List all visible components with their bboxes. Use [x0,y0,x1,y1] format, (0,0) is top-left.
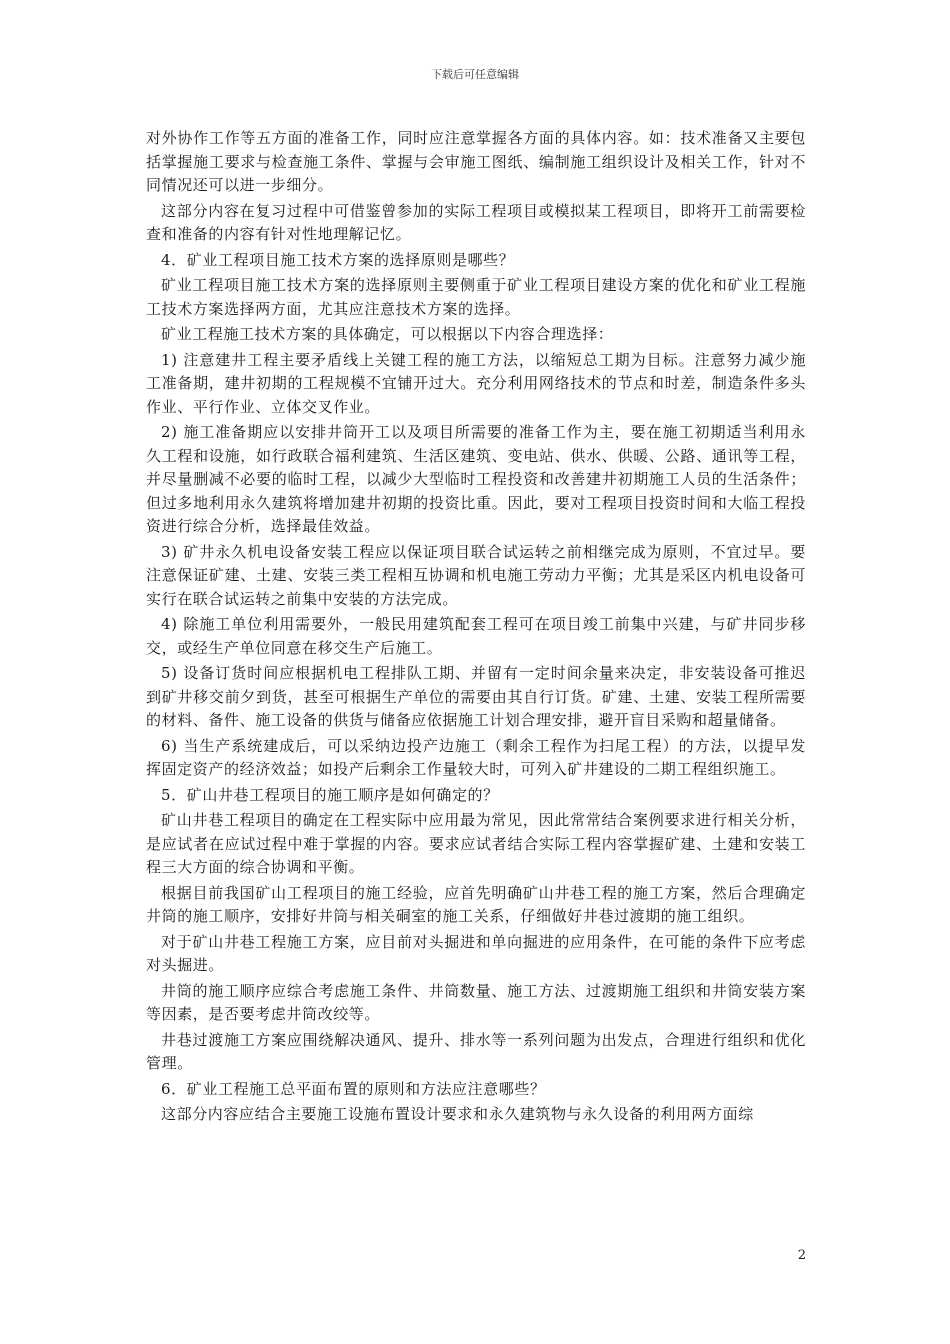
paragraph: 根据目前我国矿山工程项目的施工经验，应首先明确矿山井巷工程的施工方案，然后合理确定井筒的施工顺序，安排好井筒与相关硐室的施工关系，仔细做好井巷过渡期的施工组织。 [146,883,806,925]
paragraph: 矿山井巷工程项目的确定在工程实际中应用最为常见，因此常常结合案例要求进行相关分析，是应试者在应试过程中难于掌握的内容。要求应试者结合实际工程内容掌握矿建、土建和安装工程三大方面的综合协调和平衡。 [146,811,806,876]
list-item: 6) 当生产系统建成后，可以采纳边投产边施工（剩余工程作为扫尾工程）的方法，以提早发挥固定资产的经济效益；如投产后剩余工作量较大时，可列入矿井建设的二期工程组织施工。 [146,736,806,778]
document-body [146,127,806,1129]
list-item: 3) 矿井永久机电设备安装工程应以保证项目联合试运转之前相继完成为原则，不宜过早。要注意保证矿建、土建、安装三类工程相互协调和机电施工劳动力平衡；尤其是采区内机电设备可实行在联合试运转之前集中安装的方法完成。 [146,542,806,608]
list-item: 2) 施工准备期应以安排井筒开工以及项目所需要的准备工作为主，要在施工初期适当利用永久工程和设施，如行政联合福利建筑、生活区建筑、变电站、供水、供暖、公路、通讯等工程，并尽量删减不必要的临时工程，以减少大型临时工程投资和改善建井初期施工人员的生活条件；但过多地利用永久建筑将增加建井初期的投资比重。因此，要对工程项目投资时间和大临工程投资进行综合分析，选择最佳效益。 [146,423,806,535]
list-item: 1) 注意建井工程主要矛盾线上关键工程的施工方法，以缩短总工期为目标。注意努力减少施工准备期，建井初期的工程规模不宜铺开过大。充分利用网络技术的节点和时差，制造条件多头作业、平行作业、立体交叉作业。 [146,350,806,416]
paragraph: 对外协作工作等五方面的准备工作，同时应注意掌握各方面的具体内容。如：技术准备又主要包括掌握施工要求与检查施工条件、掌握与会审施工图纸、编制施工组织设计及相关工作，针对不同情况还可以进一步细分。 [146,129,806,194]
list-item: 4) 除施工单位利用需要外，一般民用建筑配套工程可在项目竣工前集中兴建，与矿井同步移交，或经生产单位同意在移交生产后施工。 [146,615,806,657]
paragraph: 矿业工程施工技术方案的具体确定，可以根据以下内容合理选择： [161,325,614,343]
list-item: 5) 设备订货时间应根据机电工程排队工期、并留有一定时间余量来决定，非安装设备可推迟到矿井移交前夕到货，甚至可根据生产单位的需要由其自行订货。矿建、土建、安装工程所需要的材料、备件、施工设备的供货与储备应依据施工计划合理安排，避开盲目采购和超量储备。 [146,664,806,729]
paragraph: 这部分内容应结合主要施工设施布置设计要求和永久建筑物与永久设备的利用两方面综 [161,1105,754,1123]
paragraph: 井筒的施工顺序应综合考虑施工条件、井筒数量、施工方法、过渡期施工组织和井筒安装方案等因素，是否要考虑井筒改绞等。 [146,981,806,1023]
page-header: 下载后可任意编辑 [431,68,519,81]
section-heading: 5．矿山井巷工程项目的施工顺序是如何确定的？ [161,785,499,804]
paragraph: 对于矿山井巷工程施工方案，应目前对头掘进和单向掘进的应用条件，在可能的条件下应考虑对头掘进。 [146,932,806,974]
section-heading: 6．矿业工程施工总平面布置的原则和方法应注意哪些？ [161,1079,546,1098]
paragraph: 矿业工程项目施工技术方案的选择原则主要侧重于矿业工程项目建设方案的优化和矿业工程施工技术方案选择两方面，尤其应注意技术方案的选择。 [146,276,806,318]
paragraph: 井巷过渡施工方案应围绕解决通风、提升、排水等一系列问题为出发点，合理进行组织和优化管理。 [146,1030,806,1072]
page-number: 2 [797,1248,806,1263]
section-heading: 4．矿业工程项目施工技术方案的选择原则是哪些？ [161,250,515,269]
paragraph: 这部分内容在复习过程中可借鉴曾参加的实际工程项目或模拟某工程项目，即将开工前需要检查和准备的内容有针对性地理解记忆。 [146,201,806,243]
